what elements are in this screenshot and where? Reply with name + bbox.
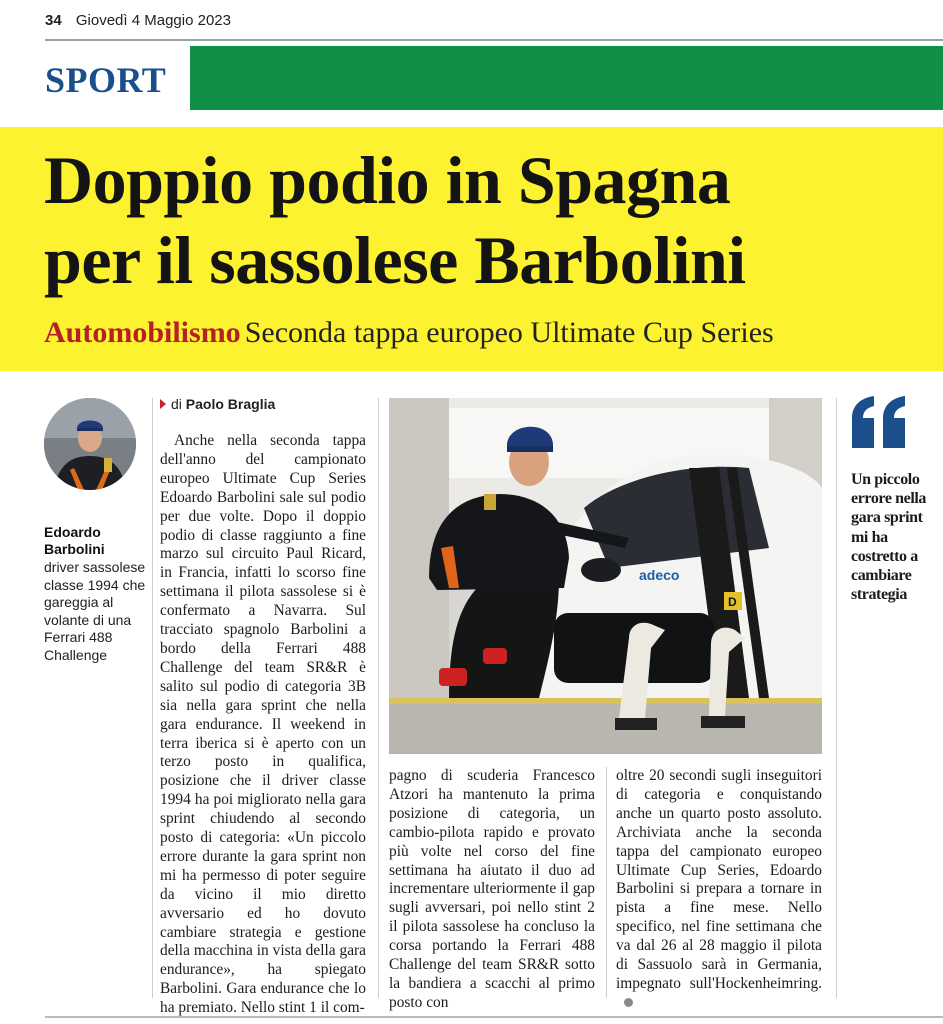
- article-column-1: [160, 432, 366, 1018]
- issue-date: Giovedì 4 Maggio 2023: [75, 12, 231, 29]
- kicker-text: Seconda tappa europeo Ultimate Cup Series: [244, 316, 774, 349]
- byline-marker-icon: [160, 399, 166, 409]
- headline-line-1: Doppio podio in Spagna: [44, 142, 731, 218]
- end-of-article-icon: [624, 998, 633, 1007]
- kicker-tag: Automobilismo: [44, 316, 241, 349]
- article-text-2: pagno di scuderia Francesco Atzori ha mantenuto la prima posizione di categoria, un cambio-pilota rapido e provato più volte nel corso del fine settimana ha aiutato il duo ad incrementare ulteriormente il gap sugli avversari, poi nello stint 2 il pilota sassolese ha concluso la corsa portando la Ferrari 488 Challenge del team SR&R sotto la bandiera a scacchi al primo posto con: [389, 767, 595, 1011]
- column-rule-2: [606, 767, 607, 998]
- quote-mark-icon: [850, 396, 910, 457]
- article-column-2: [389, 767, 595, 1013]
- byline: [160, 396, 275, 412]
- article-photo: [389, 398, 822, 754]
- photo-driver-with-car: [389, 398, 822, 754]
- driver-portrait-image: [44, 398, 136, 490]
- byline-author: Paolo Braglia: [185, 396, 276, 412]
- photo-car-number: D: [728, 595, 737, 609]
- article-column-3: [616, 767, 822, 1013]
- section-label: SPORT: [45, 60, 167, 100]
- headline-line-2: per il sassolese Barbolini: [44, 222, 746, 298]
- driver-portrait: [44, 398, 136, 490]
- header-rule: [45, 39, 943, 41]
- section-band: [190, 46, 943, 110]
- caption-name: Edoardo Barbolini: [44, 524, 105, 557]
- page-header: [45, 12, 231, 29]
- kicker: [44, 316, 774, 350]
- footer-rule: [45, 1016, 943, 1018]
- column-rule-left: [152, 398, 153, 998]
- article-text-1: Anche nella seconda tappa dell'anno del campionato europeo Ultimate Cup Series Edoardo Barbolini sale sul podio per due volte. Dopo il doppio podio di classe raggiunto a fine marzo sul circuito Paul Ricard, in Francia, infatti lo scorso fine settimana il pilota sassolese si è confermato a Navarra. Sul tracciato spagnolo Barbolini a bordo della Ferrari 488 Challenge del team SR&R è salito sul podio di categoria 3B sia nella gara sprint che nella gara endurance. Il weekend in terra iberica si è aperto con un terzo posto in qualifica, posizione che il driver classe 1994 ha poi migliorato nella gara sprint chiudendo al secondo posto di categoria: «Un piccolo errore durante la gara sprint non mi ha permesso di poter seguire da vicino il mio diretto avversario ed ho dovuto cambiare strategia e gestione della macchina in vista della gara endurance», ha spiegato Barbolini. Gara endurance che lo ha premiato. Nello stint 1 il com-: [160, 432, 366, 1017]
- byline-prefix: di: [171, 396, 182, 412]
- pull-quote: Un piccolo errore nella gara sprint mi ha costretto a cambiare strategia: [851, 471, 927, 604]
- article-text-3: oltre 20 secondi sugli inseguitori di categoria e conquistando anche un quarto posto assoluto. Archiviata anche la seconda tappa del campionato europeo Ultimate Cup Series, Edoardo Barbolini si prepara a tornare in pista a fine mese. Nello specifico, nel fine settimana che va dal 26 al 28 maggio il pilota di Sassuolo sarà in Germania, impegnato sull'Hockenheimring.: [616, 767, 822, 992]
- column-rule-1: [378, 398, 379, 998]
- photo-car-text: adeco: [639, 567, 680, 583]
- caption-text: driver sassolese classe 1994 che gareggia al volante di una Ferrari 488 Challenge: [44, 559, 146, 663]
- headline: [44, 140, 924, 300]
- column-rule-right: [836, 398, 837, 998]
- page-number: 34: [45, 12, 62, 29]
